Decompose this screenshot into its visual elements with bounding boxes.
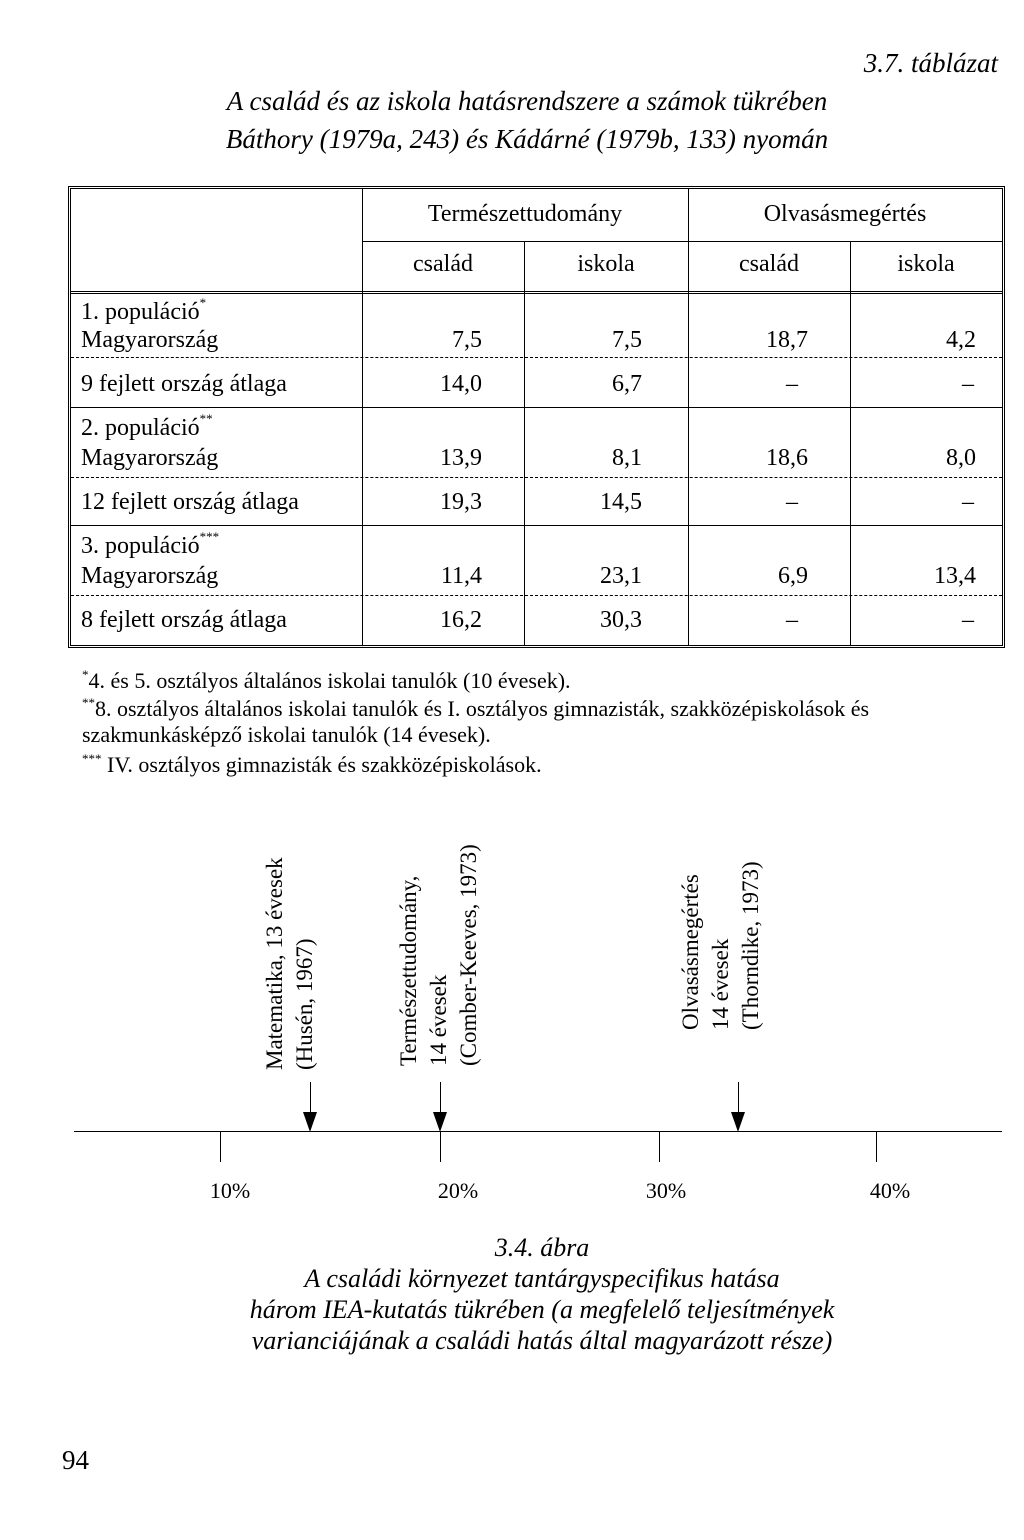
axis-tick [440,1132,441,1162]
table-title-line2: Báthory (1979a, 243) és Kádárné (1979b, 133) nyomán [225,124,829,154]
arrow-head-icon [433,1112,447,1132]
table-title-line1: A család és az iskola hatásrendszere a számok tükrében [226,86,828,116]
axis-tick-label: 10% [209,1178,251,1203]
row-divider [71,477,1002,478]
row-label: 12 fejlett ország átlaga [81,489,299,515]
arrow-down-icon [310,1082,311,1114]
row-divider [71,407,1002,408]
table-cell: 23,1 [600,563,642,589]
arrow-head-icon [731,1112,745,1132]
header-reading: Olvasásmegértés [763,201,927,227]
row-label: 3. populáció*** [81,529,220,559]
scale-axis [74,1131,1002,1132]
footnote: **8. osztályos általános iskolai tanulók és I. osztályos gimnazisták, szakközépiskolások és [82,695,870,721]
row-label: Magyarország [81,445,219,471]
subheader-school: iskola [897,251,955,277]
table-cell: 13,4 [934,563,976,589]
table-cell: 14,0 [440,371,482,397]
table-cell: 16,2 [440,607,482,633]
row-divider [71,595,1002,596]
subheader-family: család [413,251,473,277]
header-divider [362,241,1002,242]
footnote: *4. és 5. osztályos általános iskolai tanulók (10 évesek). [82,667,571,693]
page-number: 94 [62,1445,89,1475]
row-label: 1. populáció* [81,295,207,325]
axis-tick [220,1132,221,1162]
table-cell: 11,4 [440,563,482,589]
table-cell: 8,0 [946,445,976,471]
table-label: 3.7. táblázat [863,48,998,78]
axis-tick [659,1132,660,1162]
table-cell: 4,2 [946,327,976,353]
table-cell: – [962,371,974,397]
axis-tick-label: 40% [869,1178,911,1203]
row-label: 2. populáció** [81,411,213,441]
row-label: 8 fejlett ország átlaga [81,607,287,633]
data-table [68,186,1005,648]
figure-label-math: Matematika, 13 évesek (Husén, 1967) [262,857,317,1070]
figure-caption: 3.4. ábra A családi környezet tantárgyspecifikus hatása három IEA-kutatás tükrében (a megfelelő teljesítmények varianciájának a családi hatás által magyarázott része) [249,1233,835,1355]
arrow-down-icon [440,1082,441,1114]
table-cell: – [786,371,798,397]
table-cell: 7,5 [612,327,642,353]
table-cell: – [962,607,974,633]
table-cell: 19,3 [440,489,482,515]
table-cell: 7,5 [452,327,482,353]
table-cell: – [962,489,974,515]
axis-tick-label: 30% [645,1178,687,1203]
header-science: Természettudomány [427,201,623,227]
figure-label-reading: Olvasásmegértés 14 évesek (Thorndike, 1973) [678,861,763,1030]
table-cell: 18,7 [766,327,808,353]
row-label: Magyarország [81,327,219,353]
row-divider [71,357,1002,358]
axis-tick-label: 20% [437,1178,479,1203]
footnote: *** IV. osztályos gimnazisták és szakközépiskolások. [82,751,542,777]
table-cell: – [786,607,798,633]
table-cell: 18,6 [766,445,808,471]
figure-label-science: Természettudomány, 14 évesek (Comber-Keeves, 1973) [396,844,481,1066]
axis-tick [876,1132,877,1162]
table-cell: 30,3 [600,607,642,633]
row-label: Magyarország [81,563,219,589]
header-bottom [71,291,1002,294]
table-cell: 13,9 [440,445,482,471]
row-label: 9 fejlett ország átlaga [81,371,287,397]
arrow-head-icon [303,1112,317,1132]
subheader-school: iskola [577,251,635,277]
table-cell: 8,1 [612,445,642,471]
table-cell: 6,7 [612,371,642,397]
footnote: szakmunkásképző iskolai tanulók (14 évesek). [82,722,491,747]
subheader-family: család [739,251,799,277]
table-cell: 6,9 [778,563,808,589]
table-cell: 14,5 [600,489,642,515]
arrow-down-icon [738,1082,739,1114]
row-divider [71,525,1002,526]
table-cell: – [786,489,798,515]
